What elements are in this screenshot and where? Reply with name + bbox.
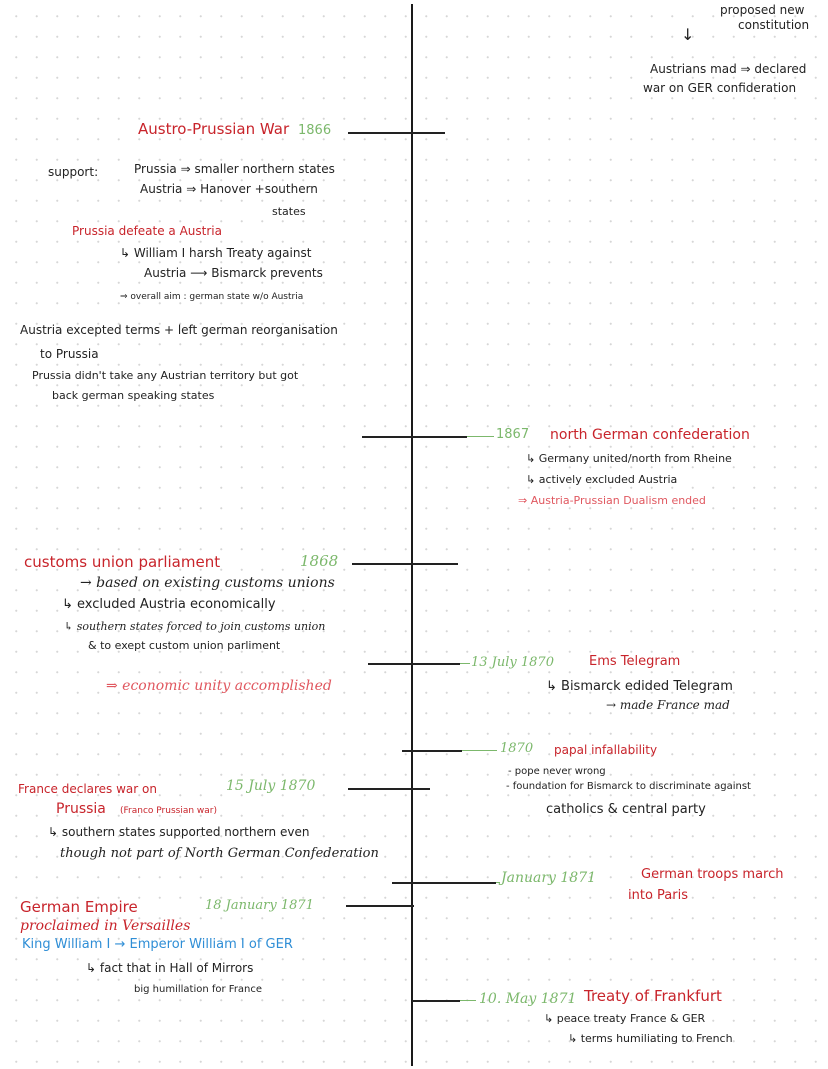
not-part-ngc: though not part of North German Confederation — [60, 846, 379, 861]
southern-supported: ↳ southern states supported northern even — [48, 825, 310, 839]
austrians-mad-text: Austrians mad ⇒ declared — [650, 62, 807, 76]
war-on-ger-text: war on GER confideration — [643, 81, 797, 95]
customs-based: → based on existing customs unions — [80, 575, 335, 591]
customs-exept: & to exept custom union parliment — [88, 639, 281, 652]
ems-title: Ems Telegram — [589, 654, 681, 669]
humiliation-france: big humillation for France — [134, 984, 263, 995]
connector-infallibility-right — [462, 750, 497, 751]
bismarck-foundation: - foundation for Bismarck to discriminate against — [506, 781, 751, 792]
king-emperor: King William I → Emperor William I of GER — [22, 937, 293, 952]
support-label: support: — [48, 165, 99, 179]
customs-title: customs union parliament — [24, 553, 221, 571]
infallibility-year: 1870 — [500, 741, 534, 756]
troops-march-title: German troops march — [641, 867, 784, 882]
austro-prussian-title: Austro-Prussian War — [138, 120, 290, 138]
support-austria: Austria ⇒ Hanover +southern — [140, 182, 318, 196]
down-arrow-icon: ↓ — [681, 25, 695, 44]
connector-frankfurt-right — [460, 1000, 476, 1001]
customs-year: 1868 — [300, 552, 339, 570]
ems-mad: → made France mad — [606, 698, 730, 712]
paris-date: January 1871 — [501, 870, 597, 886]
ems-date: 13 July 1870 — [471, 655, 554, 670]
hall-of-mirrors: ↳ fact that in Hall of Mirrors — [86, 961, 254, 975]
no-territory: Prussia didn't take any Austrian territory but got — [32, 369, 299, 382]
to-prussia: to Prussia — [40, 347, 99, 361]
ngc-year: 1867 — [496, 427, 530, 442]
connector-1866 — [348, 132, 445, 134]
france-declares-title: France declares war on — [18, 782, 157, 796]
austro-prussian-year: 1866 — [298, 123, 332, 138]
ngc-united: ↳ Germany united/north from Rheine — [526, 452, 732, 465]
economic-unity: ⇒ economic unity accomplished — [106, 678, 332, 694]
constitution-text: constitution — [738, 18, 810, 32]
connector-1867-right — [467, 436, 494, 437]
german-speaking: back german speaking states — [52, 389, 215, 402]
connector-ems-right — [460, 663, 470, 664]
ngc-excluded: ↳ actively excluded Austria — [526, 473, 678, 486]
support-prussia: Prussia ⇒ smaller northern states — [134, 162, 335, 176]
connector-infallibility-left — [402, 750, 462, 752]
connector-ems-left — [368, 663, 460, 665]
connector-paris-right — [496, 882, 500, 883]
connector-1867-left — [362, 436, 467, 438]
empire-date: 18 January 1871 — [205, 898, 314, 913]
infallibility-title: papal infallability — [554, 743, 658, 757]
prussia-title: Prussia — [56, 801, 106, 817]
connector-1870-war — [348, 788, 430, 790]
into-paris-title: into Paris — [628, 888, 688, 903]
connector-empire — [346, 905, 414, 907]
connector-paris-left — [392, 882, 496, 884]
german-empire-title: German Empire — [20, 898, 138, 916]
william-treaty: ↳ William I harsh Treaty against — [120, 246, 312, 260]
proposed-text: proposed new — [720, 3, 805, 17]
catholics-central: catholics & central party — [546, 802, 706, 817]
customs-excluded: ↳ excluded Austria economically — [62, 597, 276, 612]
overall-aim: ⇒ overall aim : german state w/o Austria — [120, 292, 304, 302]
frankfurt-date: 10. May 1871 — [479, 991, 577, 1007]
timeline-axis — [411, 4, 413, 1066]
terms-humiliating: ↳ terms humiliating to French — [568, 1032, 733, 1045]
france-war-date: 15 July 1870 — [226, 778, 316, 794]
frankfurt-title: Treaty of Frankfurt — [584, 987, 722, 1005]
pope-never-wrong: - pope never wrong — [508, 766, 606, 777]
customs-forced: ↳ southern states forced to join customs union — [64, 620, 326, 633]
ngc-dualism: ⇒ Austria-Prussian Dualism ended — [518, 494, 706, 507]
connector-1868 — [352, 563, 458, 565]
connector-frankfurt-left — [412, 1000, 460, 1002]
prussia-defeat: Prussia defeate a Austria — [72, 224, 222, 238]
bismarck-prevents: Austria ⟶ Bismarck prevents — [144, 266, 323, 280]
ngc-title: north German confederation — [550, 427, 750, 443]
support-states: states — [272, 205, 306, 218]
franco-prussian-war: (Franco Prussian war) — [120, 806, 217, 816]
peace-treaty: ↳ peace treaty France & GER — [544, 1012, 706, 1025]
proclaimed-versailles: proclaimed in Versailles — [20, 918, 191, 934]
austria-accepted: Austria excepted terms + left german reorganisation — [20, 323, 338, 337]
ems-edited: ↳ Bismarck edided Telegram — [546, 679, 733, 694]
